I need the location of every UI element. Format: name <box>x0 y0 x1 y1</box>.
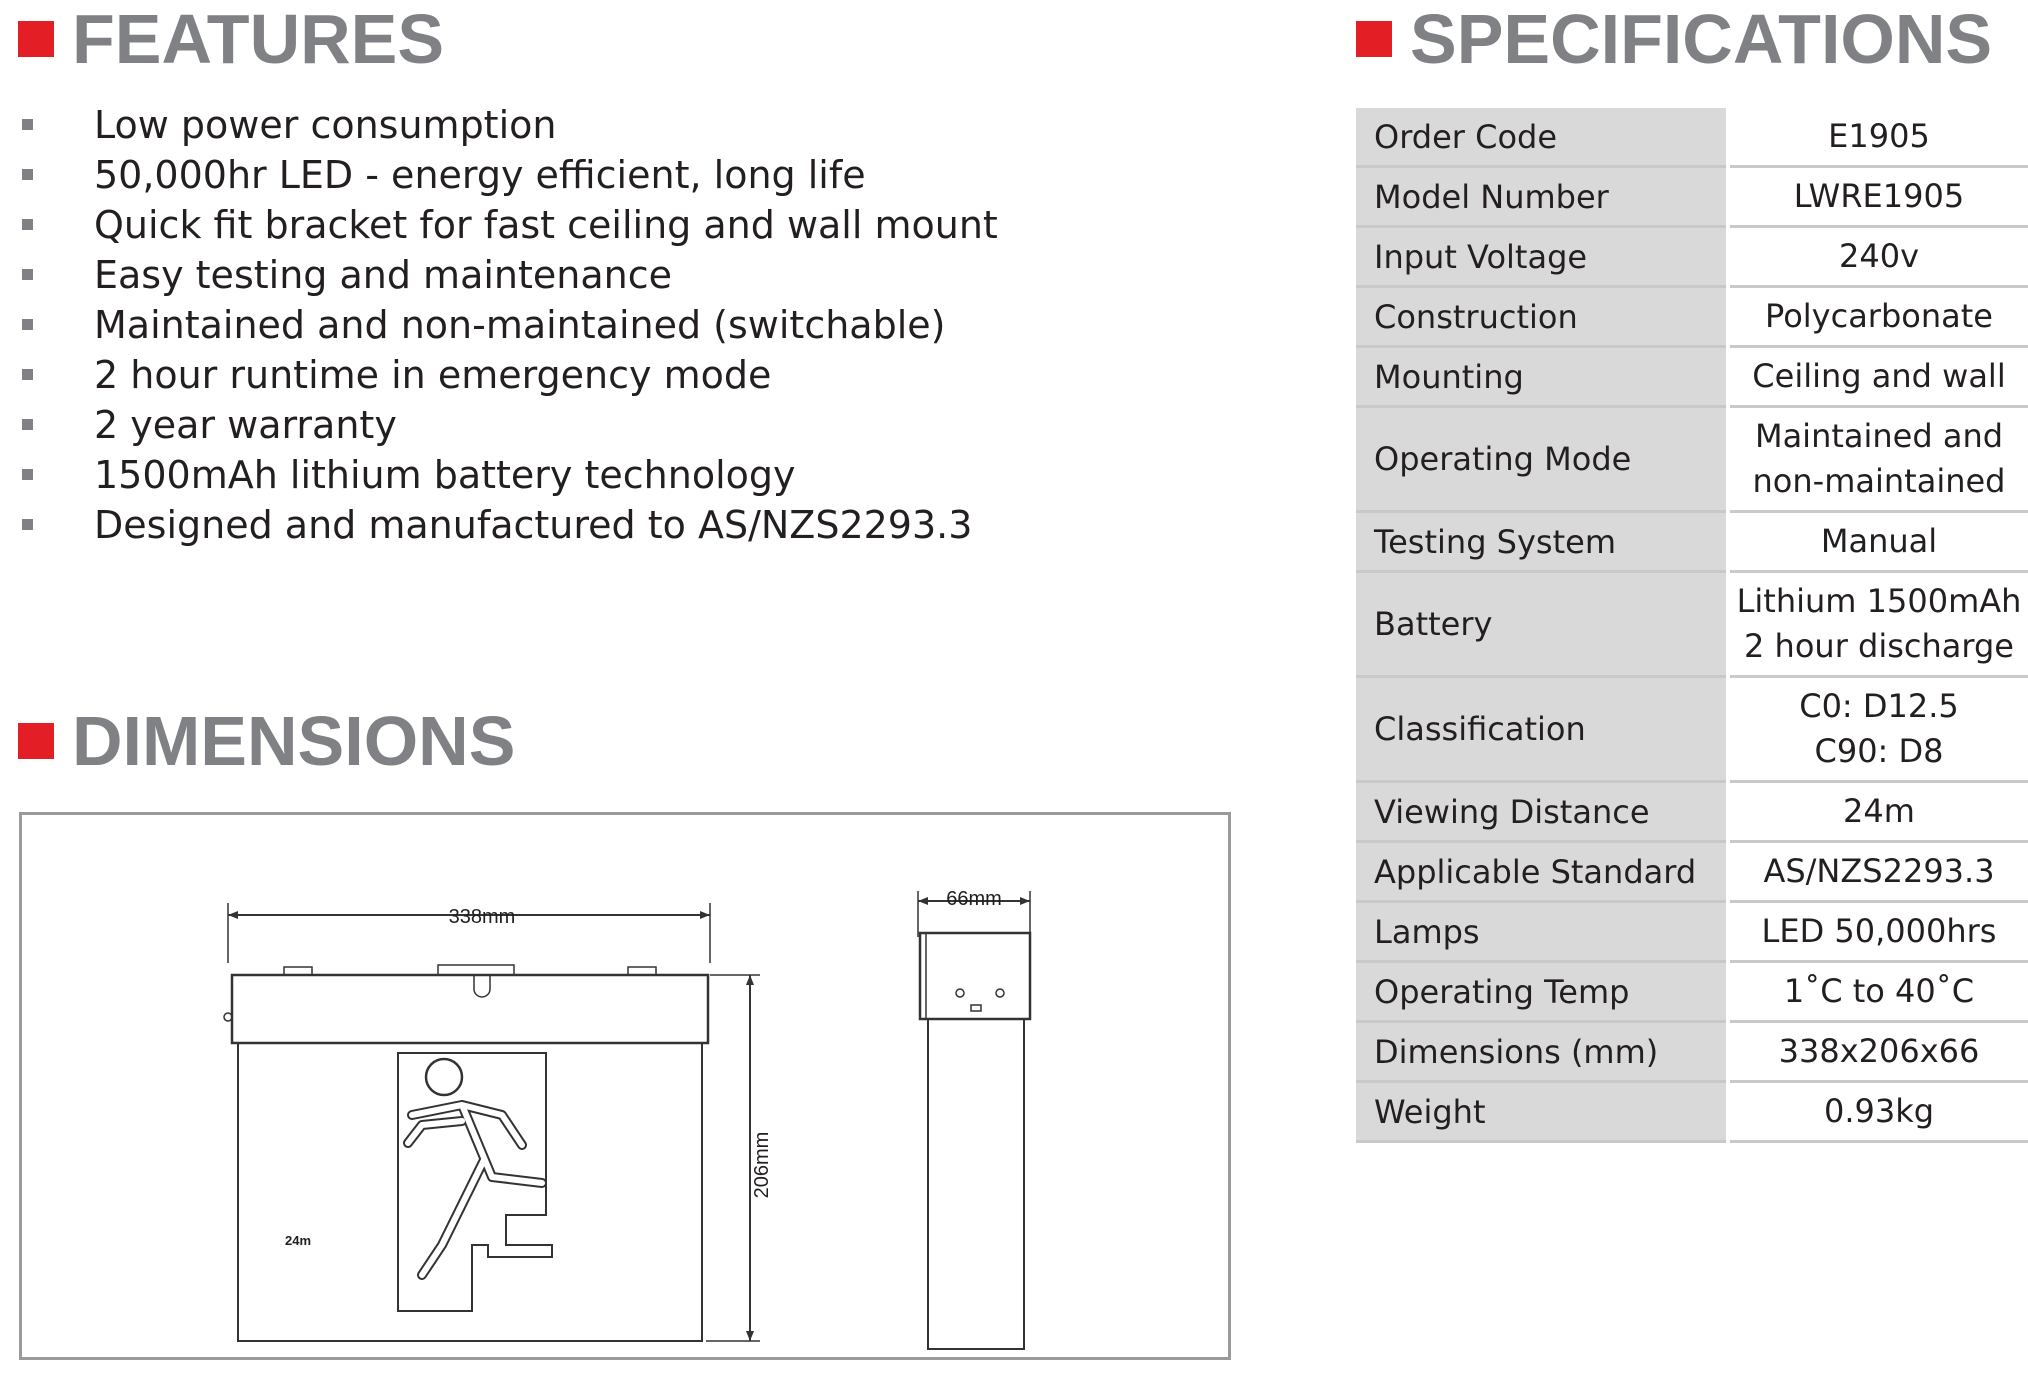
spec-label: Dimensions (mm) <box>1356 1022 1728 1082</box>
width-label: 338mm <box>448 906 516 928</box>
spec-value-line: C90: D8 <box>1814 732 1944 770</box>
spec-value-line: 2 hour discharge <box>1744 627 2014 665</box>
spec-label: Model Number <box>1356 167 1728 227</box>
dimensions-red-square <box>18 723 54 759</box>
spec-value: E1905 <box>1728 108 2028 167</box>
features-list <box>20 100 998 550</box>
bullet-icon <box>22 319 33 330</box>
feature-text: Low power consumption <box>94 103 557 147</box>
feature-item <box>20 250 998 300</box>
bullet-icon <box>22 119 33 130</box>
bullet-icon <box>22 519 33 530</box>
feature-text: 1500mAh lithium battery technology <box>94 453 796 497</box>
side-housing <box>920 933 1030 1019</box>
front-housing <box>232 975 708 1043</box>
spec-value <box>1728 572 2028 677</box>
spec-label: Battery <box>1356 572 1728 677</box>
bullet-icon <box>22 169 33 180</box>
spec-label: Lamps <box>1356 902 1728 962</box>
spec-label: Testing System <box>1356 512 1728 572</box>
spec-label: Applicable Standard <box>1356 842 1728 902</box>
feature-item <box>20 300 998 350</box>
spec-label: Viewing Distance <box>1356 782 1728 842</box>
spec-row <box>1356 407 2028 512</box>
specifications-title: SPECIFICATIONS <box>1410 0 1993 78</box>
feature-item <box>20 450 998 500</box>
spec-row <box>1356 902 2028 962</box>
spec-row <box>1356 167 2028 227</box>
feature-text: Easy testing and maintenance <box>94 253 672 297</box>
features-red-square <box>18 21 54 57</box>
spec-value: 0.93kg <box>1728 1082 2028 1142</box>
spec-value: Polycarbonate <box>1728 287 2028 347</box>
spec-value: LWRE1905 <box>1728 167 2028 227</box>
spec-row <box>1356 572 2028 677</box>
feature-item <box>20 400 998 450</box>
spec-row <box>1356 287 2028 347</box>
bullet-icon <box>22 369 33 380</box>
spec-label: Order Code <box>1356 108 1728 167</box>
spec-label: Mounting <box>1356 347 1728 407</box>
spec-value: 240v <box>1728 227 2028 287</box>
spec-value-line: Maintained and <box>1754 417 2004 455</box>
spec-row <box>1356 677 2028 782</box>
feature-item <box>20 350 998 400</box>
features-title: FEATURES <box>72 0 445 78</box>
spec-value <box>1728 407 2028 512</box>
features-heading <box>18 0 445 78</box>
feature-item <box>20 500 998 550</box>
viewing-distance-label: 24m <box>284 1233 312 1248</box>
dimensions-drawing-box <box>19 812 1231 1360</box>
spec-row <box>1356 227 2028 287</box>
spec-value: 24m <box>1728 782 2028 842</box>
spec-value: 1˚C to 40˚C <box>1728 962 2028 1022</box>
spec-row <box>1356 842 2028 902</box>
spec-value: AS/NZS2293.3 <box>1728 842 2028 902</box>
spec-label: Weight <box>1356 1082 1728 1142</box>
feature-text: Designed and manufactured to AS/NZS2293.3 <box>94 503 973 547</box>
bullet-icon <box>22 419 33 430</box>
spec-value-line: C0: D12.5 <box>1799 687 1959 725</box>
spec-value: 338x206x66 <box>1728 1022 2028 1082</box>
feature-text: 2 hour runtime in emergency mode <box>94 353 772 397</box>
dimensions-drawing <box>22 815 1228 1357</box>
side-panel <box>928 1019 1024 1349</box>
spec-row <box>1356 962 2028 1022</box>
spec-value-line: non-maintained <box>1752 462 2006 500</box>
spec-value: Manual <box>1728 512 2028 572</box>
feature-item <box>20 150 998 200</box>
spec-label: Input Voltage <box>1356 227 1728 287</box>
spec-label: Classification <box>1356 677 1728 782</box>
depth-label: 66mm <box>946 888 1002 910</box>
bullet-icon <box>22 469 33 480</box>
bullet-icon <box>22 219 33 230</box>
feature-item <box>20 200 998 250</box>
spec-value <box>1728 677 2028 782</box>
dimensions-title: DIMENSIONS <box>72 702 516 780</box>
specifications-heading <box>1356 0 1993 78</box>
dimensions-heading <box>18 702 516 780</box>
feature-text: 2 year warranty <box>94 403 397 447</box>
spec-label: Operating Mode <box>1356 407 1728 512</box>
spec-row <box>1356 108 2028 167</box>
feature-text: Maintained and non-maintained (switchable) <box>94 303 946 347</box>
bullet-icon <box>22 269 33 280</box>
spec-value-line: Lithium 1500mAh <box>1736 582 2022 620</box>
spec-label: Operating Temp <box>1356 962 1728 1022</box>
feature-text: Quick fit bracket for fast ceiling and wall mount <box>94 203 998 247</box>
spec-value: Ceiling and wall <box>1728 347 2028 407</box>
spec-row <box>1356 1082 2028 1142</box>
spec-label: Construction <box>1356 287 1728 347</box>
specifications-table <box>1356 108 2028 1143</box>
feature-item <box>20 100 998 150</box>
spec-row <box>1356 347 2028 407</box>
feature-text: 50,000hr LED - energy efficient, long life <box>94 153 866 197</box>
spec-row <box>1356 512 2028 572</box>
spec-value: LED 50,000hrs <box>1728 902 2028 962</box>
spec-row <box>1356 1022 2028 1082</box>
spec-row <box>1356 782 2028 842</box>
height-label: 206mm <box>751 1131 773 1199</box>
specifications-red-square <box>1356 21 1392 57</box>
